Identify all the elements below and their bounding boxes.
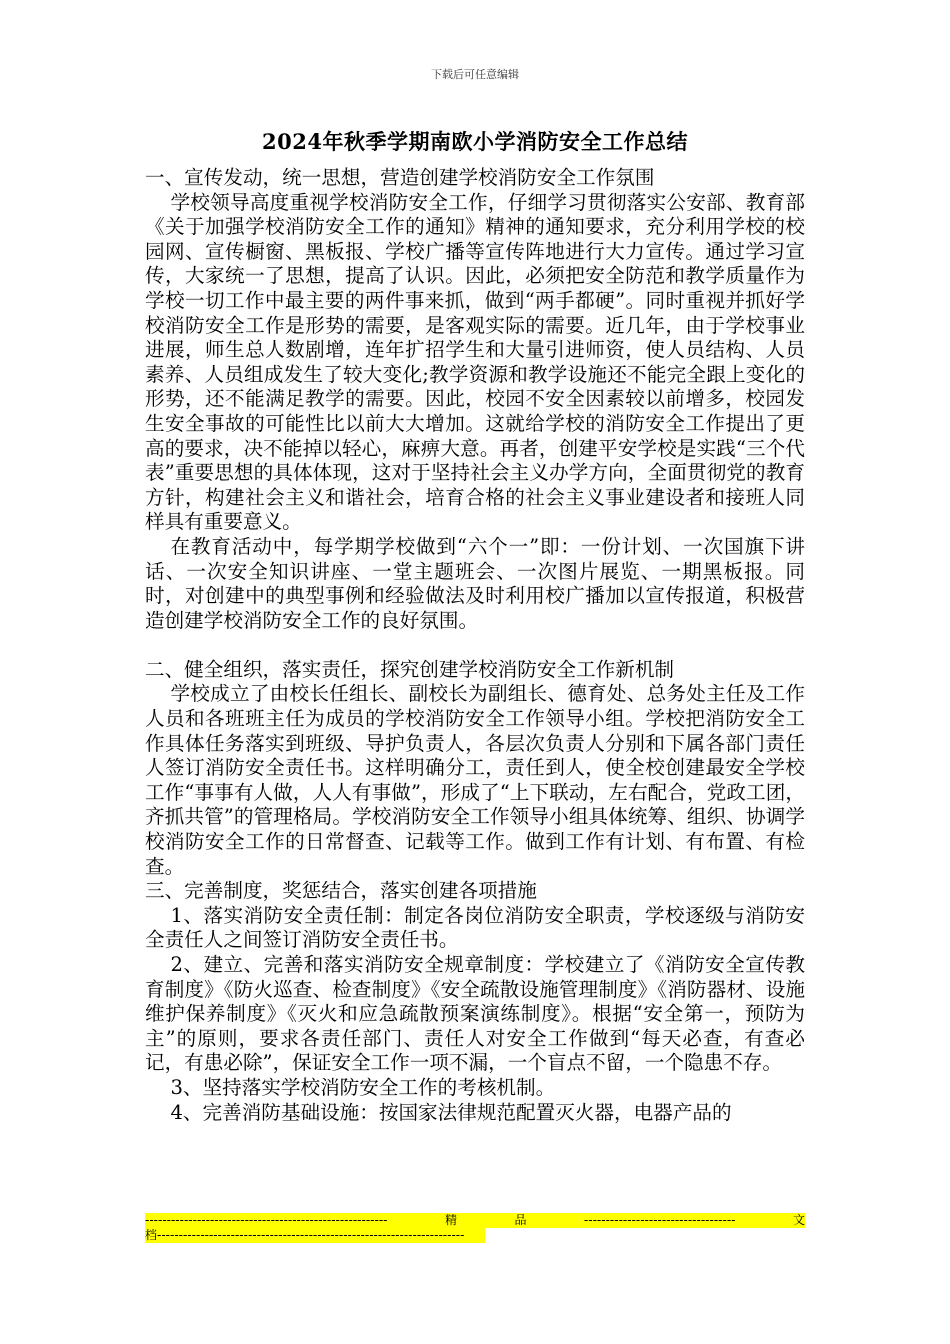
paragraph: 学校领导高度重视学校消防安全工作，仔细学习贯彻落实公安部、教育部《关于加强学校消防安全工作的通知》精神的通知要求，充分利用学校的校园网、宣传橱窗、黑板报、学校广播等宣传阵地进行大力宣传。通过学习宣传，大家统一了思想，提高了认识。因此，必须把安全防范和教学质量作为学校一切工作中最主要的两件事来抓，做到“两手都硬”。同时重视并抓好学校消防安全工作是形势的需要，是客观实际的需要。近几年，由于学校事业进展，师生总人数剧增，连年扩招学生和大量引进师资，使人员结构、人员素养、人员组成发生了较大变化;教学资源和教学设施还不能完全跟上变化的形势，还不能满足教学的需要。因此，校园不安全因素较以前增多，校园发生安全事故的可能性比以前大大增加。这就给学校的消防安全工作提出了更高的要求，决不能掉以轻心，麻痹大意。再者，创建平安学校是实践“三个代表”重要思想的具体体现，这对于坚持社会主义办学方向，全面贯彻党的教育方针，构建社会主义和谐社会，培育合格的社会主义事业建设者和接班人同样具有重要意义。 (145, 190, 805, 534)
paragraph: 学校成立了由校长任组长、副校长为副组长、德育处、总务处主任及工作人员和各班班主任为成员的学校消防安全工作领导小组。学校把消防安全工作具体任务落实到班级、导护负责人，各层次负责人分别和下属各部门责任人签订消防安全责任书。这样明确分工，责任到人，使全校创建最安全学校工作“事事有人做，人人有事做”，形成了“上下联动，左右配合，党政工团，齐抓共管”的管理格局。学校消防安全工作领导小组具体统筹、组织、协调学校消防安全工作的日常督查、记载等工作。做到工作有计划、有布置、有检查。 (145, 682, 805, 878)
footer-dashes: ----------------------------------- (583, 1213, 736, 1227)
section-heading-3: 三、完善制度，奖惩结合，落实创建各项措施 (145, 879, 537, 903)
footer-dashes: ----------------------------------------------------------------------- (157, 1228, 465, 1242)
footer-word: 精 (444, 1213, 457, 1227)
footer-word: 文 (792, 1213, 805, 1227)
list-item: 1、落实消防安全责任制：制定各岗位消防安全职责，学校逐级与消防安全责任人之间签订消防安全责任书。 (145, 903, 805, 952)
footer-word: 品 (514, 1213, 527, 1227)
footer-line-2 (145, 1228, 485, 1243)
document-title: 2024年秋季学期南欧小学消防安全工作总结 (262, 129, 688, 154)
document-body (145, 166, 805, 1125)
list-item: 2、建立、完善和落实消防安全规章制度：学校建立了《消防安全宣传教育制度》《防火巡查、检查制度》《安全疏散设施管理制度》《消防器材、设施维护保养制度》《灭火和应急疏散预案演练制度》。根据“安全第一，预防为主”的原则，要求各责任部门、责任人对安全工作做到“每天必查，有查必记，有患必除”，保证安全工作一项不漏，一个盲点不留，一个隐患不存。 (145, 953, 805, 1075)
list-item: 3、坚持落实学校消防安全工作的考核机制。 (170, 1075, 556, 1099)
footer-line-1 (145, 1213, 805, 1228)
footer-word: 档 (145, 1228, 158, 1242)
list-item: 4、完善消防基础设施：按国家法律规范配置灭火器，电器产品的 (170, 1100, 732, 1124)
section-heading-2: 二、健全组织，落实责任，探究创建学校消防安全工作新机制 (145, 657, 675, 681)
page-header-note: 下载后可任意编辑 (431, 68, 519, 81)
footer-dashes: -------------------------------------------------------- (145, 1213, 388, 1227)
footer-watermark (145, 1213, 805, 1247)
blank-line (145, 633, 805, 658)
paragraph: 在教育活动中，每学期学校做到“六个一”即：一份计划、一次国旗下讲话、一次安全知识讲座、一堂主题班会、一次图片展览、一期黑板报。同时，对创建中的典型事例和经验做法及时利用校广播加以宣传报道，积极营造创建学校消防安全工作的良好氛围。 (145, 534, 805, 632)
section-heading-1: 一、宣传发动，统一思想，营造创建学校消防安全工作氛围 (145, 166, 655, 189)
